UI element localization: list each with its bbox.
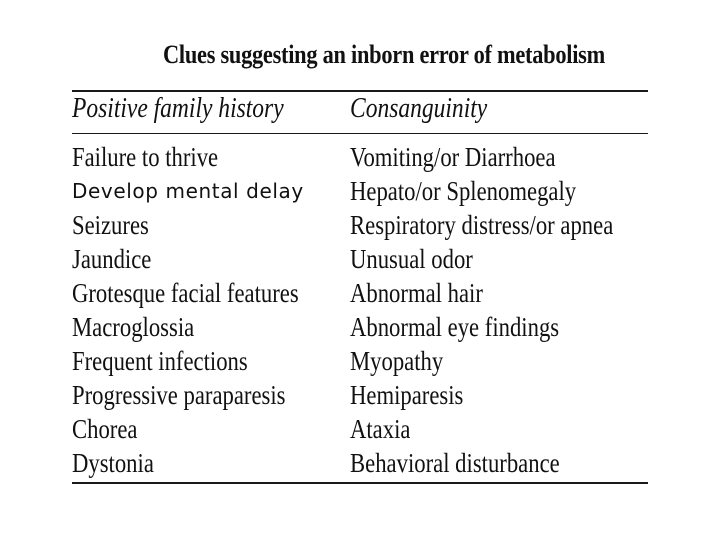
left-cell: Jaundice (72, 244, 152, 274)
right-cell: Hepato/or Splenomegaly (350, 176, 577, 206)
header-rule (72, 133, 648, 134)
right-cell: Abnormal hair (350, 278, 483, 308)
left-cell: Dystonia (72, 448, 154, 478)
right-cell: Hemiparesis (350, 380, 464, 410)
table-title: Clues suggesting an inborn error of metabolism (163, 40, 605, 69)
bottom-rule (72, 482, 648, 484)
left-cell: Grotesque facial features (72, 278, 299, 308)
left-cell: Progressive paraparesis (72, 380, 286, 410)
right-cell: Ataxia (350, 414, 411, 444)
left-column (72, 140, 342, 480)
left-cell: Frequent infections (72, 346, 248, 376)
right-cell: Vomiting/or Diarrhoea (350, 142, 556, 172)
left-cell: Macroglossia (72, 312, 195, 342)
right-column (350, 140, 663, 480)
header-positive-family-history: Positive family history (72, 93, 284, 124)
right-cell: Unusual odor (350, 244, 473, 274)
right-cell: Behavioral disturbance (350, 448, 560, 478)
left-cell: Failure to thrive (72, 142, 219, 172)
left-cell: Develop mental delay (72, 179, 304, 203)
left-cell: Chorea (72, 414, 138, 444)
left-cell: Seizures (72, 210, 149, 240)
right-cell: Abnormal eye findings (350, 312, 560, 342)
top-rule (72, 90, 648, 92)
header-consanguinity: Consanguinity (350, 93, 488, 124)
right-cell: Respiratory distress/or apnea (350, 210, 614, 240)
right-cell: Myopathy (350, 346, 444, 376)
